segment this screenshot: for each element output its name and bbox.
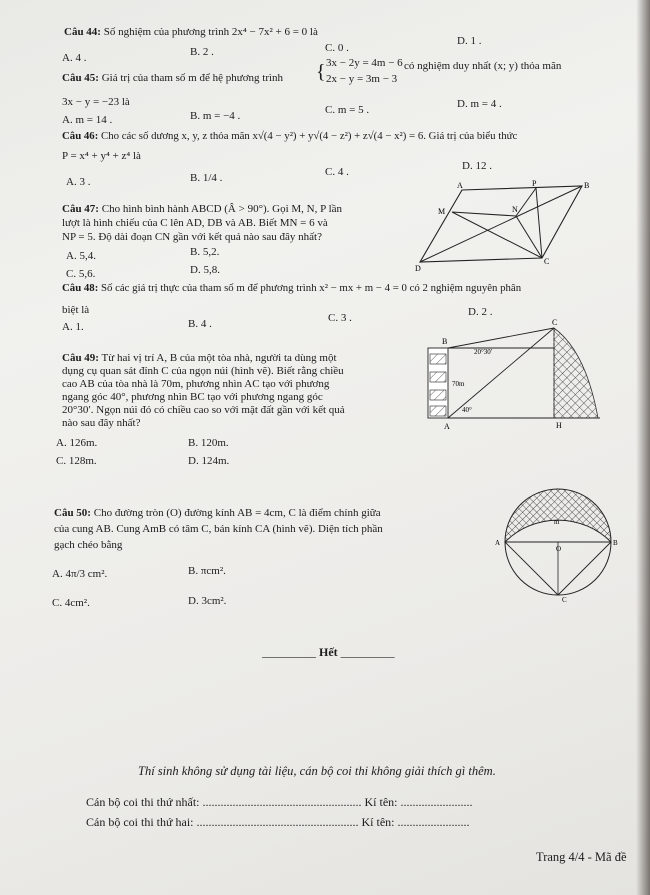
q44-option-b: B. 2 . [190,46,214,58]
q50-option-d: D. 3cm². [188,595,227,607]
mountain-figure [418,314,604,434]
proctor-1-line: Cán bộ coi thi thứ nhất: ..................................................... Kí tên: ........................ [86,795,473,809]
page-shadow [636,0,650,895]
q44-option-d: D. 1 . [457,35,482,47]
proctor-2-line: Cán bộ coi thi thứ hai: ...................................................... Kí tên: ........................ [86,815,470,829]
q44-label: Câu 44: [64,26,101,38]
q45-label: Câu 45: [62,72,99,84]
q45-text: Giá trị của tham số m để hệ phương trình [101,72,284,84]
q49-line-4: ngang góc 40°, phương nhìn BC tạo với phương ngang góc [62,391,323,403]
q47-option-b: B. 5,2. [190,246,220,258]
footer-note: Thí sinh không sử dụng tài liệu, cán bộ coi thi không giải thích gì thêm. [138,764,496,778]
q44-option-a: A. 4 . [62,52,87,64]
q49-option-d: D. 124m. [188,455,230,467]
q48-label: Câu 48: [62,282,99,294]
q45-stem [62,72,283,85]
q49-line-6: nào sau đây nhất? [62,417,141,429]
q47-line-2: lượt là hình chiếu của C lên AD, DB và AB. Biết MN = 6 và [62,217,328,229]
q49-line-5: 20°30′. Ngọn núi đó có chiều cao so với mặt đất gần với kết quả [62,404,345,416]
q45-option-b: B. m = −4 . [190,110,241,122]
q44-text: Số nghiệm của phương trình 2x⁴ − 7x² + 6 = 0 là [103,26,318,38]
proctor-2-sign-label: Kí tên: [361,815,395,829]
q46-text: Cho các số dương x, y, z thỏa mãn x√(4 − y²) + y√(4 − z²) + z√(4 − x²) = 6. Giá trị của biểu thức [101,130,518,142]
fig50-label-b: B [613,539,618,547]
fig50-label-c: C [562,596,567,604]
q45-equation-2: 2x − y = 3m − 3 [326,73,398,85]
q50-line-3: gạch chéo bằng [54,539,123,551]
fig49-angle-b: 20°30' [474,348,493,356]
end-text: Hết [319,645,338,659]
q46-option-c: C. 4 . [325,166,349,178]
q48-stem [62,282,521,295]
q49-label: Câu 49: [62,352,99,364]
proctor-1-sign-label: Kí tên: [364,795,398,809]
proctor-1-label: Cán bộ coi thi thứ nhất: [86,795,200,809]
q45-option-a: A. m = 14 . [62,114,113,126]
q48-line-2: biệt là [62,304,90,316]
q46-option-b: B. 1/4 . [190,172,223,184]
fig50-label-m: m [554,518,560,526]
fig47-label-n: N [512,205,518,214]
q48-option-b: B. 4 . [188,318,212,330]
fig47-label-p: P [532,179,537,188]
q48-option-d: D. 2 . [468,306,493,318]
fig47-label-d: D [415,264,421,273]
q47-text-1: Cho hình bình hành ABCD (Â > 90°). Gọi M, N, P lần [101,203,343,215]
q50-option-a: A. 4π/3 cm². [52,568,108,580]
fig49-label-h: H [556,421,562,430]
q47-line-3: NP = 5. Độ dài đoạn CN gần với kết quả nào sau đây nhất? [62,231,322,243]
q47-option-c: C. 5,6. [66,268,96,280]
q47-line-1 [62,203,342,216]
circle-figure [494,484,620,604]
q49-option-b: B. 120m. [188,437,229,449]
q50-option-b: B. πcm². [188,565,226,577]
q48-option-c: C. 3 . [328,312,352,324]
q48-text: Số các giá trị thực của tham số m để phương trình x² − mx + m − 4 = 0 có 2 nghiệm nguyên phân [101,282,522,294]
q47-label: Câu 47: [62,203,99,215]
fig49-label-b: B [442,337,448,346]
q44-stem [64,26,318,39]
q49-line-1 [62,352,337,365]
q50-text-1: Cho đường tròn (O) đường kính AB = 4cm, C là điểm chính giữa [93,507,381,519]
q45-option-c: C. m = 5 . [325,104,370,116]
q46-stem [62,130,517,143]
fig49-label-c: C [552,318,558,327]
q49-line-2: dụng cụ quan sát đỉnh C của ngọn núi (hình vẽ). Biết rằng chiều [62,365,344,377]
q45-condition: 3x − y = −23 là [62,96,130,108]
q50-label: Câu 50: [54,507,91,519]
fig49-label-a: A [444,422,450,431]
q47-option-d: D. 5,8. [190,264,220,276]
q46-label: Câu 46: [62,130,99,142]
q46-expression: P = x⁴ + y⁴ + z⁴ là [62,150,141,162]
q48-option-a: A. 1. [62,321,84,333]
q50-line-2: của cung AB. Cung AmB có tâm C, bán kính CA (hình vẽ). Diện tích phần [54,523,383,535]
q46-option-d: D. 12 . [462,160,492,172]
q49-line-3: cao AB của tòa nhà là 70m, phương nhìn AC tạo với phương [62,378,330,390]
q47-option-a: A. 5,4. [66,250,96,262]
fig47-label-a: A [457,181,463,190]
proctor-2-label: Cán bộ coi thi thứ hai: [86,815,194,829]
fig47-label-b: B [584,181,590,190]
q46-option-a: A. 3 . [66,176,91,188]
q50-line-1 [54,507,381,520]
parallelogram-figure [412,178,602,274]
fig50-label-o: O [556,545,562,553]
fig49-angle-a: 40° [462,406,472,414]
q45-tail: có nghiệm duy nhất (x; y) thỏa mãn [404,60,562,72]
end-marker: _________ Hết _________ [262,645,395,659]
q44-option-c: C. 0 . [325,42,349,54]
q49-option-c: C. 128m. [56,455,97,467]
fig50-label-a: A [495,539,501,547]
system-brace: { [316,61,326,83]
q45-equation-1: 3x − 2y = 4m − 6 [326,57,403,69]
q49-option-a: A. 126m. [56,437,98,449]
q45-option-d: D. m = 4 . [457,98,502,110]
fig47-label-c: C [544,257,550,266]
page-number: Trang 4/4 - Mã đề [536,850,627,864]
fig49-height: 70m [452,380,465,388]
q49-text-1: Từ hai vị trí A, B của một tòa nhà, người ta dùng một [101,352,337,364]
q50-option-c: C. 4cm². [52,597,90,609]
fig47-label-m: M [438,207,446,216]
